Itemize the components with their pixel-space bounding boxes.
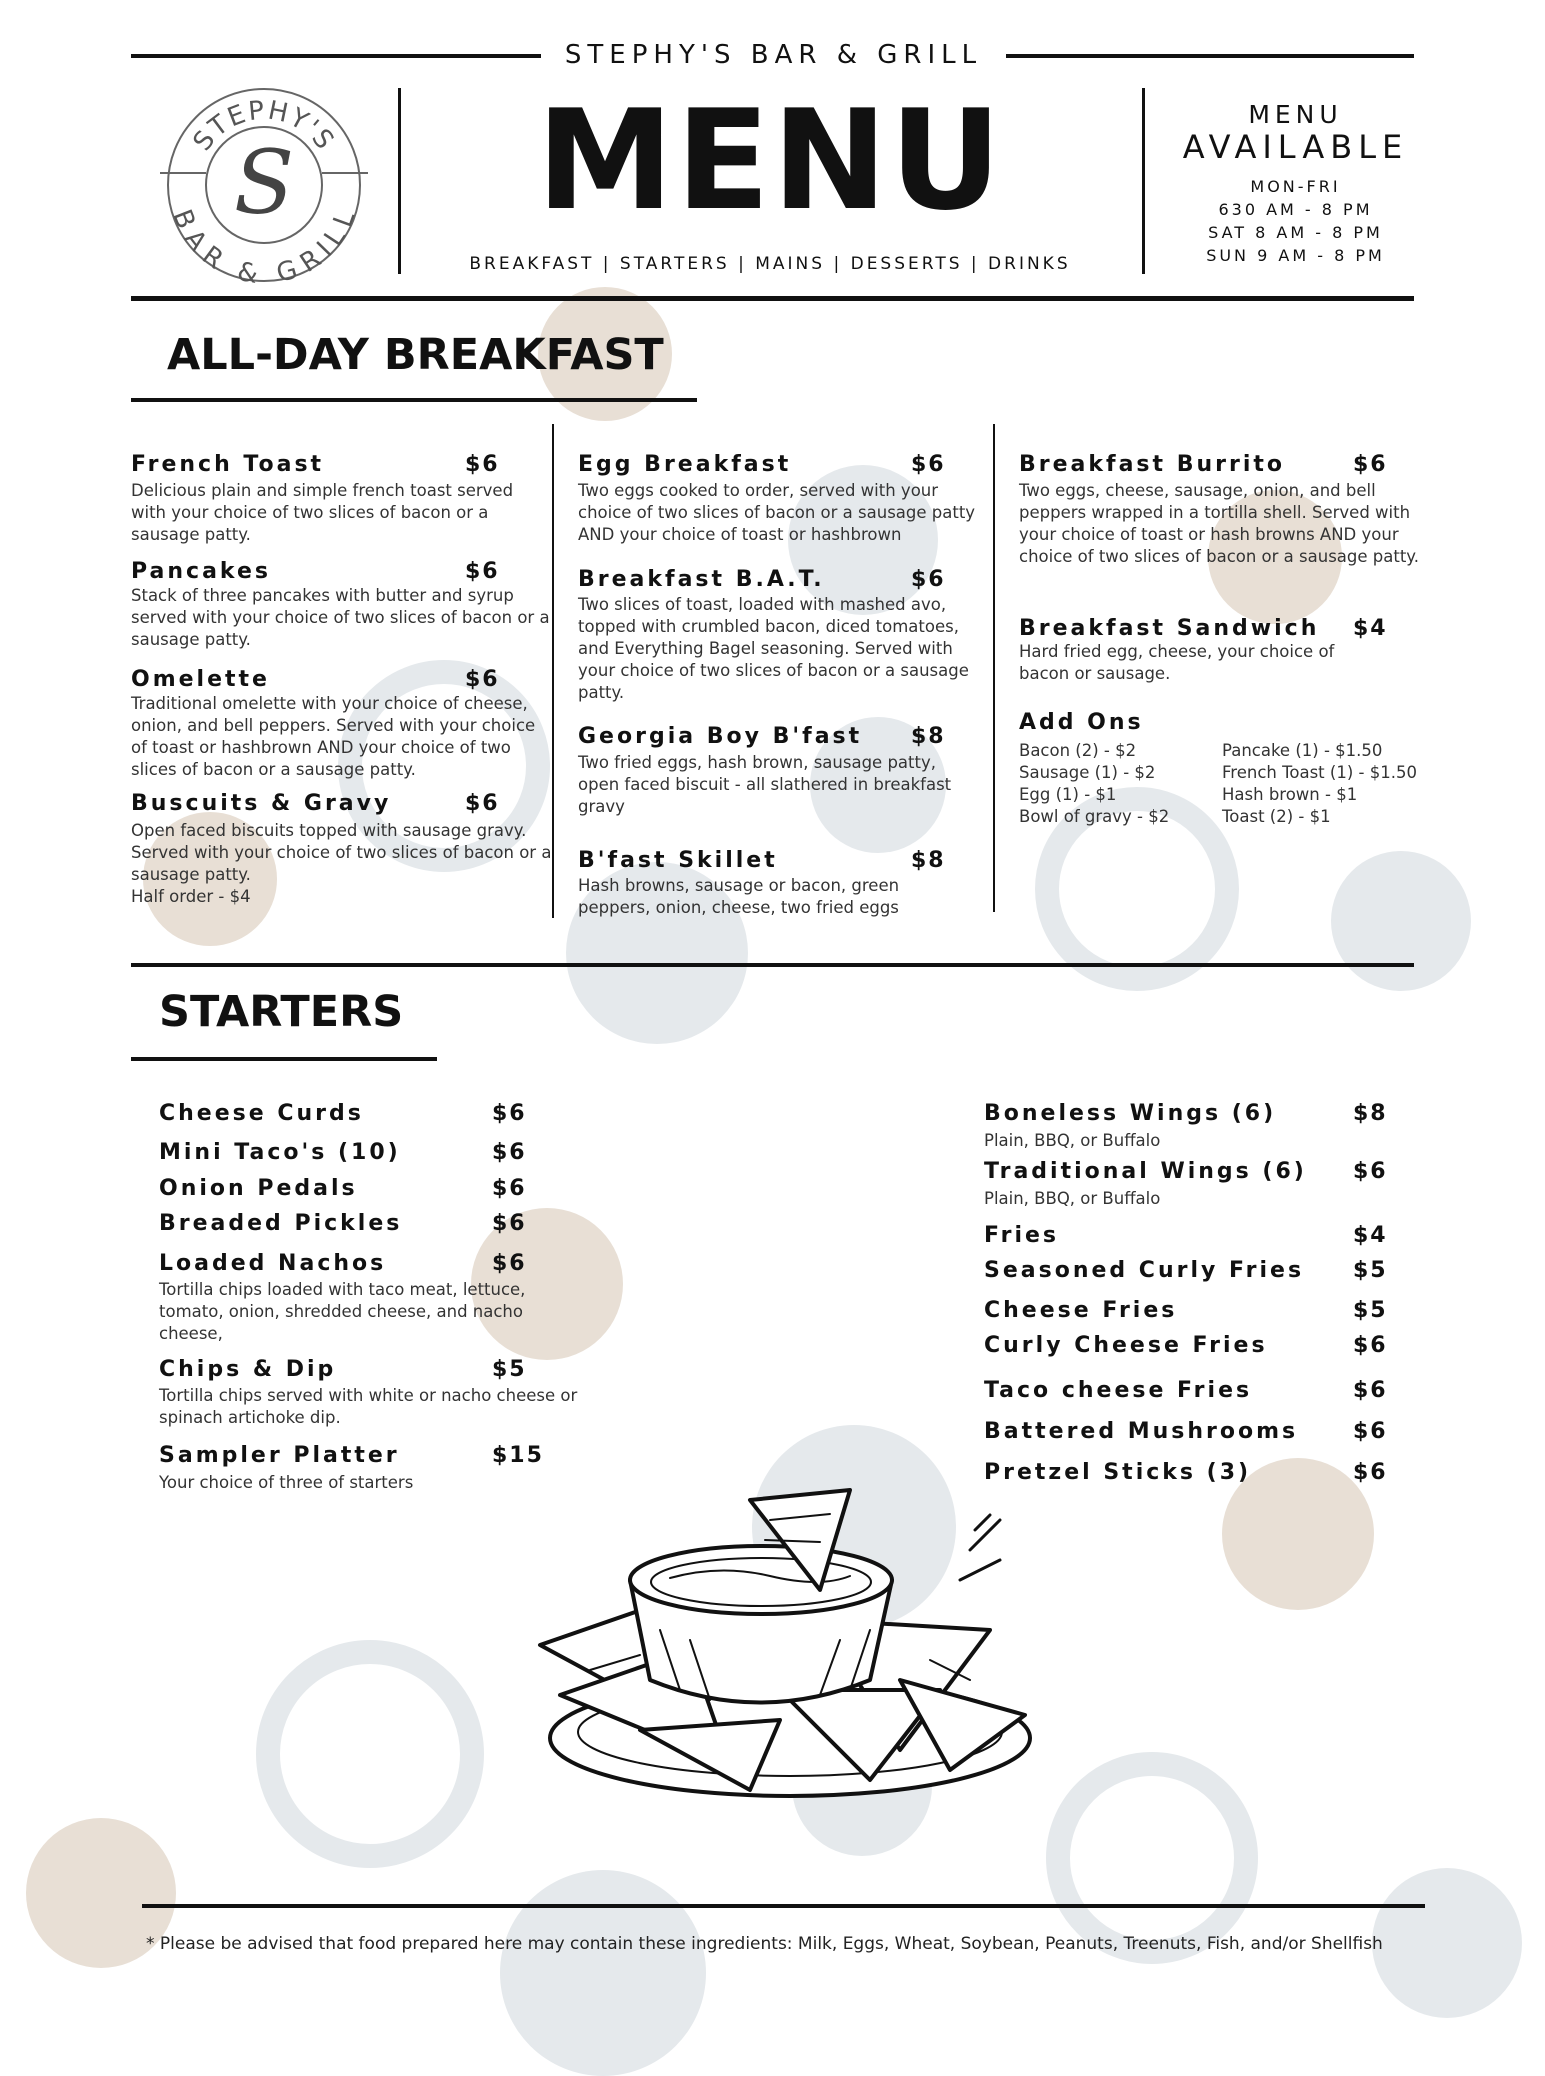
starter-price: $8 bbox=[1353, 1101, 1388, 1126]
menu-item-name: Pancakes bbox=[131, 559, 271, 584]
decor-circle bbox=[1331, 851, 1471, 991]
starter-desc: Tortilla chips served with white or nacho cheese or spinach artichoke dip. bbox=[159, 1386, 578, 1427]
starter-price: $6 bbox=[492, 1211, 527, 1236]
menu-item-name: Breakfast Sandwich bbox=[1019, 616, 1320, 641]
decor-circle bbox=[1372, 1868, 1522, 2018]
menu-item-name: Omelette bbox=[131, 667, 270, 692]
header-bottom-rule bbox=[131, 296, 1414, 301]
starter-name: Onion Pedals bbox=[159, 1176, 358, 1201]
hours-list bbox=[1148, 175, 1443, 267]
menu-item-name: Buscuits & Gravy bbox=[131, 791, 392, 816]
menu-item-price: $6 bbox=[1353, 452, 1388, 477]
addons-title: Add Ons bbox=[1019, 710, 1144, 735]
logo-text-bottom: BAR & GRILL bbox=[166, 205, 362, 285]
addon-item: Toast (2) - $1 bbox=[1222, 807, 1331, 826]
breakfast-title-underline bbox=[131, 398, 697, 402]
menu-item-desc: Two fried eggs, hash brown, sausage patty, open faced biscuit - all slathered in breakfast gravy bbox=[578, 753, 952, 816]
menu-item-desc: Open faced biscuits topped with sausage gravy. Served with your choice of two slices of bacon or a sausage patty. bbox=[131, 821, 552, 884]
footer-rule bbox=[142, 1904, 1425, 1908]
menu-item-desc: Hard fried egg, cheese, your choice of bacon or sausage. bbox=[1019, 642, 1335, 683]
starter-name: Breaded Pickles bbox=[159, 1211, 403, 1236]
menu-item-name: Georgia Boy B'fast bbox=[578, 724, 863, 749]
menu-item-price: $6 bbox=[465, 559, 500, 584]
decor-ring bbox=[256, 1640, 484, 1868]
menu-item-desc: Traditional omelette with your choice of cheese, onion, and bell peppers. Served with your choice of toast or hashbrown AND your choice of two slices of bacon or a sausage patty. bbox=[131, 694, 536, 779]
menu-item-price: $6 bbox=[911, 567, 946, 592]
menu-title: MENU bbox=[536, 80, 1004, 241]
addon-item: Sausage (1) - $2 bbox=[1019, 763, 1156, 782]
menu-item-desc: Two slices of toast, loaded with mashed avo, topped with crumbled bacon, diced tomatoes, and Everything Bagel seasoning. Served with your choice of two slices of bacon or a sausage patty. bbox=[578, 595, 969, 702]
addon-item: Hash brown - $1 bbox=[1222, 785, 1358, 804]
starter-name: Traditional Wings (6) bbox=[984, 1159, 1307, 1184]
starter-price: $15 bbox=[492, 1443, 544, 1468]
availability-line1: MENU bbox=[1248, 100, 1343, 129]
menu-item-price: $6 bbox=[465, 791, 500, 816]
starter-name: Mini Taco's (10) bbox=[159, 1140, 401, 1165]
decor-ring bbox=[1046, 1752, 1258, 1964]
menu-item-price: $6 bbox=[911, 452, 946, 477]
breakfast-title: ALL-DAY BREAKFAST bbox=[167, 330, 664, 380]
starter-name: Battered Mushrooms bbox=[984, 1419, 1299, 1444]
breakfast-bottom-rule bbox=[131, 963, 1414, 967]
menu-item-desc: Two eggs cooked to order, served with your choice of two slices of bacon or a sausage patty AND your choice of toast or hashbrown bbox=[578, 481, 976, 544]
starter-price: $6 bbox=[492, 1140, 527, 1165]
starter-price: $6 bbox=[1353, 1460, 1388, 1485]
menu-categories: BREAKFAST | STARTERS | MAINS | DESSERTS | DRINKS bbox=[469, 254, 1071, 274]
addon-item: Pancake (1) - $1.50 bbox=[1222, 741, 1383, 760]
starter-price: $5 bbox=[1353, 1298, 1388, 1323]
hours-line: SAT 8 AM - 8 PM bbox=[1208, 223, 1383, 242]
addon-item: Bacon (2) - $2 bbox=[1019, 741, 1137, 760]
starter-price: $4 bbox=[1353, 1223, 1388, 1248]
menu-item-desc: Two eggs, cheese, sausage, onion, and bell peppers wrapped in a tortilla shell. Served with your choice of toast or hash browns AND your choice of two slices of bacon or a sausage patty. bbox=[1019, 481, 1419, 566]
starter-price: $6 bbox=[492, 1176, 527, 1201]
menu-item-price: $4 bbox=[1353, 616, 1388, 641]
hours-line: 630 AM - 8 PM bbox=[1218, 200, 1373, 219]
menu-item-desc: Hash browns, sausage or bacon, green peppers, onion, cheese, two fried eggs bbox=[578, 876, 900, 917]
starter-price: $5 bbox=[492, 1357, 527, 1382]
menu-item-price: $6 bbox=[465, 452, 500, 477]
menu-item-desc: Stack of three pancakes with butter and syrup served with your choice of two slices of bacon or a sausage patty. bbox=[131, 586, 550, 649]
addon-item: French Toast (1) - $1.50 bbox=[1222, 763, 1417, 782]
logo-text-top: STEPHY'S bbox=[187, 95, 341, 157]
menu-item-name: Breakfast Burrito bbox=[1019, 452, 1286, 477]
starter-name: Sampler Platter bbox=[159, 1443, 400, 1468]
starter-price: $6 bbox=[1353, 1378, 1388, 1403]
addon-item: Bowl of gravy - $2 bbox=[1019, 807, 1170, 826]
starter-name: Cheese Fries bbox=[984, 1298, 1178, 1323]
hours-line: SUN 9 AM - 8 PM bbox=[1206, 246, 1385, 265]
starter-price: $6 bbox=[492, 1101, 527, 1126]
hours-line: MON-FRI bbox=[1250, 177, 1341, 196]
restaurant-name: STEPHY'S BAR & GRILL bbox=[564, 40, 983, 70]
starter-name: Fries bbox=[984, 1223, 1060, 1248]
starter-name: Seasoned Curly Fries bbox=[984, 1258, 1305, 1283]
starter-desc: Plain, BBQ, or Buffalo bbox=[984, 1189, 1161, 1208]
menu-item-extra: Half order - $4 bbox=[131, 887, 251, 906]
starter-name: Cheese Curds bbox=[159, 1101, 364, 1126]
menu-item-desc: Delicious plain and simple french toast served with your choice of two slices of bacon or a sausage patty. bbox=[131, 481, 514, 544]
logo-letter: S bbox=[233, 131, 295, 234]
header-rule-left bbox=[131, 54, 541, 58]
starter-name: Chips & Dip bbox=[159, 1357, 337, 1382]
menu-item-name: French Toast bbox=[131, 452, 325, 477]
starter-name: Pretzel Sticks (3) bbox=[984, 1460, 1252, 1485]
menu-item-price: $8 bbox=[911, 724, 946, 749]
starter-price: $6 bbox=[1353, 1159, 1388, 1184]
nachos-illustration bbox=[520, 1480, 1040, 1810]
header-rule-right bbox=[1006, 54, 1414, 58]
decor-circle bbox=[500, 1870, 706, 2076]
menu-item-name: B'fast Skillet bbox=[578, 848, 778, 873]
logo bbox=[158, 85, 370, 285]
availability-line2: AVAILABLE bbox=[1182, 128, 1409, 166]
header-divider-left bbox=[398, 88, 401, 274]
starter-desc: Plain, BBQ, or Buffalo bbox=[984, 1131, 1161, 1150]
starter-price: $6 bbox=[492, 1251, 527, 1276]
starter-desc: Tortilla chips loaded with taco meat, lettuce, tomato, onion, shredded cheese, and nacho cheese, bbox=[159, 1280, 526, 1343]
allergy-note: * Please be advised that food prepared here may contain these ingredients: Milk, Eggs, Wheat, Soybean, Peanuts, Treenuts, Fish, and/or Shellfish bbox=[146, 1934, 1383, 1954]
starter-name: Taco cheese Fries bbox=[984, 1378, 1253, 1403]
starter-price: $5 bbox=[1353, 1258, 1388, 1283]
menu-item-name: Breakfast B.A.T. bbox=[578, 567, 825, 592]
starter-price: $6 bbox=[1353, 1333, 1388, 1358]
menu-item-name: Egg Breakfast bbox=[578, 452, 792, 477]
starter-name: Boneless Wings (6) bbox=[984, 1101, 1277, 1126]
addon-item: Egg (1) - $1 bbox=[1019, 785, 1117, 804]
starter-price: $6 bbox=[1353, 1419, 1388, 1444]
addons-left-list bbox=[1019, 740, 1169, 828]
header-divider-right bbox=[1142, 88, 1145, 274]
breakfast-col-divider-2 bbox=[993, 424, 995, 912]
starter-name: Loaded Nachos bbox=[159, 1251, 387, 1276]
starter-name: Curly Cheese Fries bbox=[984, 1333, 1268, 1358]
menu-item-price: $8 bbox=[911, 848, 946, 873]
starters-title-underline bbox=[131, 1057, 437, 1061]
starters-title: STARTERS bbox=[159, 987, 404, 1037]
addons-right-list bbox=[1222, 740, 1417, 828]
starter-desc: Your choice of three of starters bbox=[159, 1473, 414, 1492]
menu-item-price: $6 bbox=[465, 667, 500, 692]
